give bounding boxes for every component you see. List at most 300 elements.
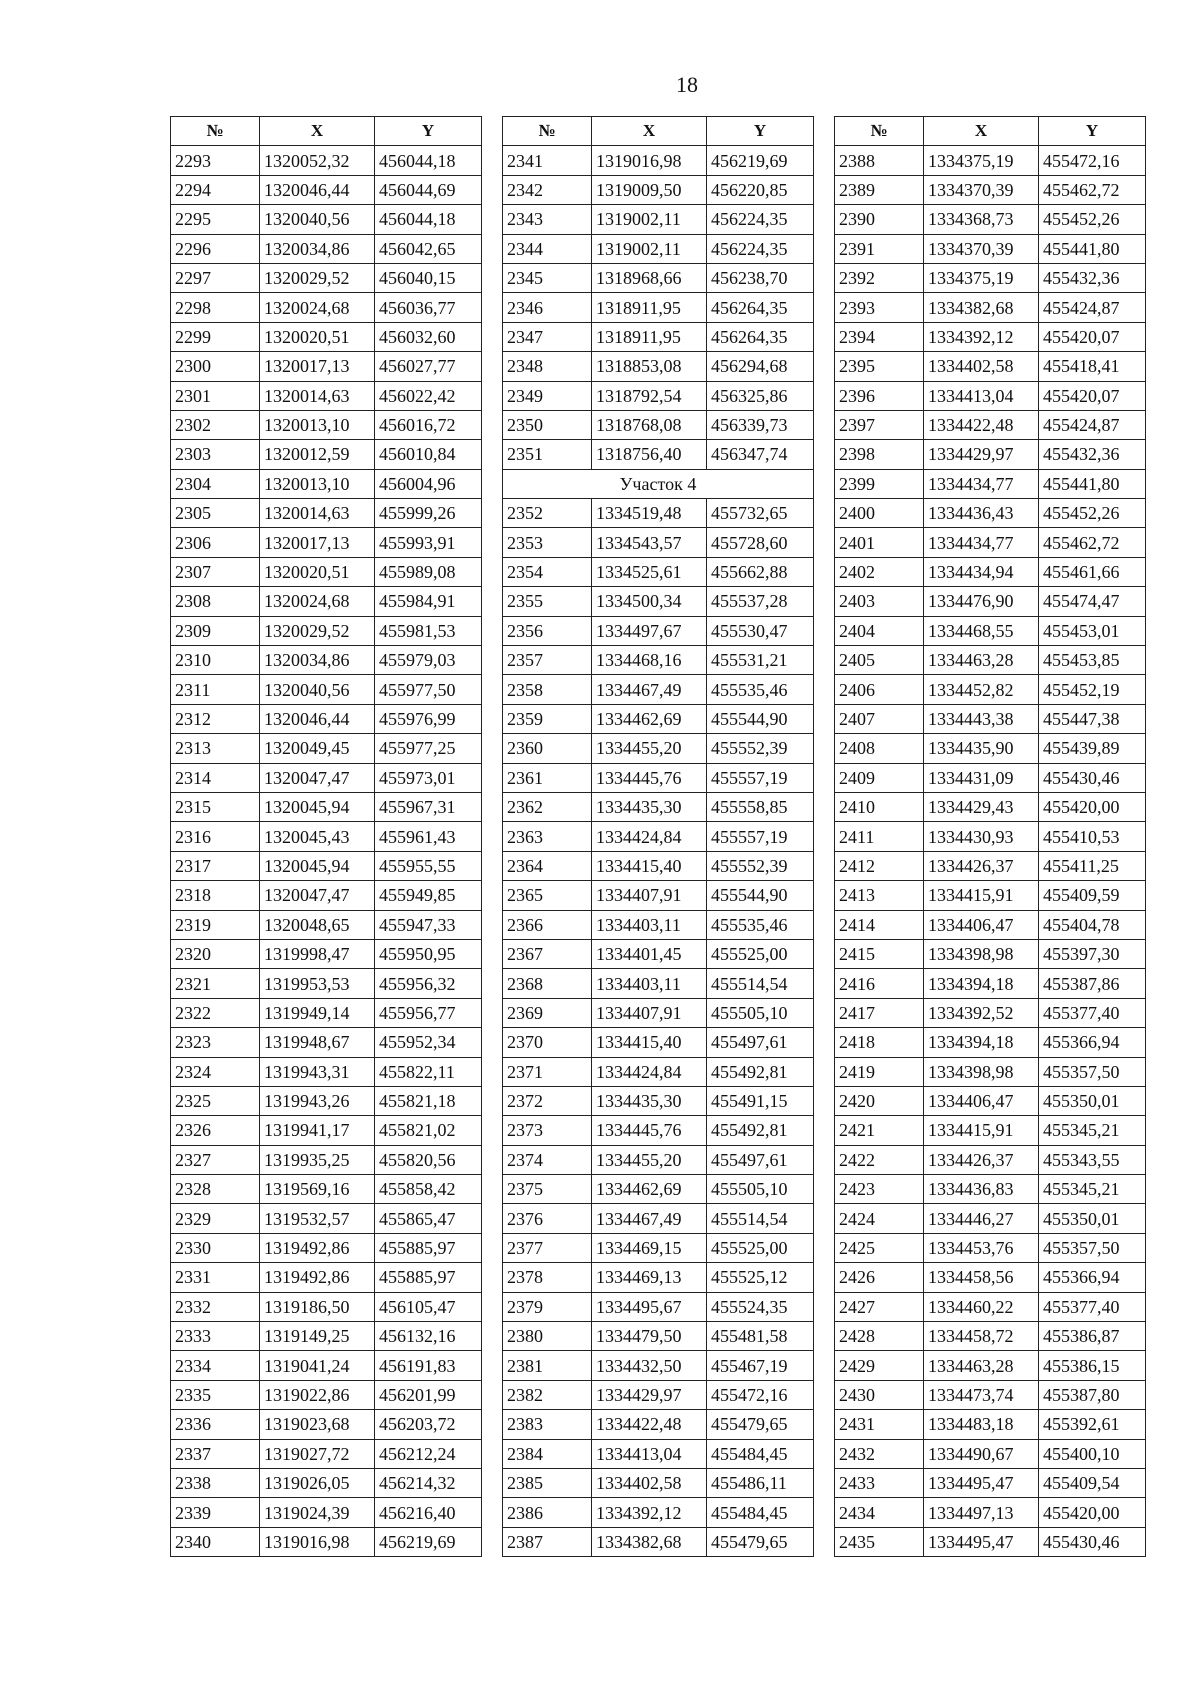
coordinate-y-cell: 456216,40 [375, 1498, 482, 1527]
point-number-cell: 2315 [171, 792, 260, 821]
coordinate-x-cell: 1319026,05 [260, 1468, 375, 1497]
table-row [835, 381, 1146, 410]
table-row [835, 352, 1146, 381]
table-row [171, 822, 482, 851]
point-number-cell: 2343 [503, 205, 592, 234]
coordinate-y-cell: 455484,45 [707, 1498, 814, 1527]
table-row [503, 1233, 814, 1262]
point-number-cell: 2435 [835, 1527, 924, 1556]
coordinate-x-cell: 1334467,49 [592, 1204, 707, 1233]
coordinate-x-cell: 1334407,91 [592, 881, 707, 910]
coordinate-y-cell: 455950,95 [375, 939, 482, 968]
coordinate-x-cell: 1334435,30 [592, 1086, 707, 1115]
table-row [503, 969, 814, 998]
table-row [171, 1145, 482, 1174]
coordinate-x-cell: 1334463,28 [924, 646, 1039, 675]
coordinate-y-cell: 455462,72 [1039, 175, 1146, 204]
point-number-cell: 2357 [503, 646, 592, 675]
coordinate-y-cell: 455514,54 [707, 969, 814, 998]
table-row [503, 1028, 814, 1057]
table-row [835, 1410, 1146, 1439]
coordinate-x-cell: 1318792,54 [592, 381, 707, 410]
coordinate-x-cell: 1334413,04 [924, 381, 1039, 410]
point-number-cell: 2393 [835, 293, 924, 322]
table-row [171, 352, 482, 381]
coordinate-x-cell: 1334382,68 [592, 1527, 707, 1556]
coordinate-x-cell: 1318756,40 [592, 440, 707, 469]
coordinate-x-cell: 1320040,56 [260, 675, 375, 704]
table-row [503, 1263, 814, 1292]
coordinate-y-cell: 455492,81 [707, 1057, 814, 1086]
coordinate-x-cell: 1319024,39 [260, 1498, 375, 1527]
point-number-cell: 2421 [835, 1116, 924, 1145]
point-number-cell: 2323 [171, 1028, 260, 1057]
coordinate-x-cell: 1334434,77 [924, 528, 1039, 557]
coordinate-y-cell: 455820,56 [375, 1145, 482, 1174]
point-number-cell: 2409 [835, 763, 924, 792]
table-row [171, 1498, 482, 1527]
point-number-cell: 2318 [171, 881, 260, 910]
coordinate-x-cell: 1334398,98 [924, 939, 1039, 968]
table-row [835, 675, 1146, 704]
point-number-cell: 2371 [503, 1057, 592, 1086]
table-row [503, 675, 814, 704]
point-number-cell: 2376 [503, 1204, 592, 1233]
point-number-cell: 2375 [503, 1175, 592, 1204]
point-number-cell: 2423 [835, 1175, 924, 1204]
coordinate-x-cell: 1320045,43 [260, 822, 375, 851]
coordinate-x-cell: 1334403,11 [592, 969, 707, 998]
coordinate-x-cell: 1320045,94 [260, 851, 375, 880]
table-row [835, 587, 1146, 616]
section-row [503, 469, 814, 498]
coordinate-x-cell: 1320046,44 [260, 704, 375, 733]
table-row [171, 1527, 482, 1556]
coordinate-y-cell: 455430,46 [1039, 1527, 1146, 1556]
coordinate-y-cell: 455424,87 [1039, 410, 1146, 439]
point-number-cell: 2295 [171, 205, 260, 234]
coordinate-y-cell: 456010,84 [375, 440, 482, 469]
coordinate-y-cell: 456016,72 [375, 410, 482, 439]
table-row [503, 1145, 814, 1174]
table-row [503, 1439, 814, 1468]
coordinate-x-cell: 1320013,10 [260, 469, 375, 498]
coordinate-y-cell: 455479,65 [707, 1527, 814, 1556]
coordinate-x-cell: 1334463,28 [924, 1351, 1039, 1380]
point-number-cell: 2408 [835, 734, 924, 763]
coordinate-table-2 [502, 116, 814, 1557]
coordinate-y-cell: 456042,65 [375, 234, 482, 263]
coordinate-x-cell: 1334476,90 [924, 587, 1039, 616]
point-number-cell: 2395 [835, 352, 924, 381]
point-number-cell: 2310 [171, 646, 260, 675]
point-number-cell: 2374 [503, 1145, 592, 1174]
coordinate-x-cell: 1320017,13 [260, 352, 375, 381]
table-row [835, 1057, 1146, 1086]
coordinate-x-cell: 1319953,53 [260, 969, 375, 998]
table-row [503, 881, 814, 910]
table-row [835, 293, 1146, 322]
coordinate-y-cell: 455952,34 [375, 1028, 482, 1057]
table-row [835, 1439, 1146, 1468]
coordinate-y-cell: 455544,90 [707, 881, 814, 910]
point-number-cell: 2332 [171, 1292, 260, 1321]
point-number-cell: 2392 [835, 263, 924, 292]
table-row [835, 1116, 1146, 1145]
coordinate-y-cell: 456219,69 [707, 146, 814, 175]
coordinate-y-cell: 455357,50 [1039, 1057, 1146, 1086]
coordinate-y-cell: 455462,72 [1039, 528, 1146, 557]
coordinate-y-cell: 455497,61 [707, 1028, 814, 1057]
coordinate-x-cell: 1334479,50 [592, 1322, 707, 1351]
coordinate-x-cell: 1334497,13 [924, 1498, 1039, 1527]
table-row [171, 1263, 482, 1292]
table-row [835, 499, 1146, 528]
point-number-cell: 2399 [835, 469, 924, 498]
table-row [171, 263, 482, 292]
table-row [835, 1028, 1146, 1057]
coordinate-x-cell: 1334468,55 [924, 616, 1039, 645]
point-number-cell: 2373 [503, 1116, 592, 1145]
table-row [835, 1468, 1146, 1497]
table-row [503, 205, 814, 234]
coordinate-y-cell: 455411,25 [1039, 851, 1146, 880]
coordinate-x-cell: 1334469,13 [592, 1263, 707, 1292]
coordinate-x-cell: 1318911,95 [592, 293, 707, 322]
coordinate-x-cell: 1319948,67 [260, 1028, 375, 1057]
table-row [835, 469, 1146, 498]
point-number-cell: 2331 [171, 1263, 260, 1292]
table-row [171, 1116, 482, 1145]
table-row [171, 704, 482, 733]
table-row [503, 1204, 814, 1233]
point-number-cell: 2402 [835, 557, 924, 586]
coordinate-y-cell: 456224,35 [707, 205, 814, 234]
table-header-row [503, 117, 814, 146]
point-number-cell: 2352 [503, 499, 592, 528]
coordinate-x-cell: 1334426,37 [924, 1145, 1039, 1174]
table-row [503, 528, 814, 557]
table-row [171, 528, 482, 557]
table-row [503, 175, 814, 204]
coordinate-x-cell: 1334370,39 [924, 175, 1039, 204]
coordinate-x-cell: 1334415,40 [592, 851, 707, 880]
coordinate-y-cell: 455409,54 [1039, 1468, 1146, 1497]
table-row [835, 175, 1146, 204]
point-number-cell: 2335 [171, 1380, 260, 1409]
coordinate-y-cell: 455979,03 [375, 646, 482, 675]
coordinate-y-cell: 455552,39 [707, 851, 814, 880]
coordinate-x-cell: 1334543,57 [592, 528, 707, 557]
table-row [171, 587, 482, 616]
coordinate-x-cell: 1319943,31 [260, 1057, 375, 1086]
point-number-cell: 2426 [835, 1263, 924, 1292]
point-number-cell: 2345 [503, 263, 592, 292]
section-label: Участок 4 [503, 469, 814, 498]
point-number-cell: 2302 [171, 410, 260, 439]
coordinate-x-cell: 1334382,68 [924, 293, 1039, 322]
coordinate-y-cell: 455961,43 [375, 822, 482, 851]
table-row [835, 616, 1146, 645]
point-number-cell: 2385 [503, 1468, 592, 1497]
coordinate-y-cell: 455524,35 [707, 1292, 814, 1321]
table-row [503, 851, 814, 880]
table-row [503, 352, 814, 381]
coordinate-x-cell: 1334453,76 [924, 1233, 1039, 1262]
column-header-x: X [260, 117, 375, 146]
coordinate-x-cell: 1334446,27 [924, 1204, 1039, 1233]
coordinate-y-cell: 456224,35 [707, 234, 814, 263]
coordinate-x-cell: 1334415,40 [592, 1028, 707, 1057]
point-number-cell: 2328 [171, 1175, 260, 1204]
coordinate-x-cell: 1334392,12 [592, 1498, 707, 1527]
point-number-cell: 2305 [171, 499, 260, 528]
point-number-cell: 2413 [835, 881, 924, 910]
coordinate-x-cell: 1319569,16 [260, 1175, 375, 1204]
table-row [171, 1380, 482, 1409]
coordinate-y-cell: 455558,85 [707, 792, 814, 821]
table-row [835, 763, 1146, 792]
coordinate-y-cell: 455535,46 [707, 910, 814, 939]
coordinate-y-cell: 455452,26 [1039, 499, 1146, 528]
point-number-cell: 2420 [835, 1086, 924, 1115]
coordinate-y-cell: 455552,39 [707, 734, 814, 763]
point-number-cell: 2336 [171, 1410, 260, 1439]
coordinate-y-cell: 455505,10 [707, 998, 814, 1027]
coordinate-y-cell: 455400,10 [1039, 1439, 1146, 1468]
coordinate-x-cell: 1334455,20 [592, 734, 707, 763]
table-row [503, 499, 814, 528]
point-number-cell: 2389 [835, 175, 924, 204]
coordinate-y-cell: 455484,45 [707, 1439, 814, 1468]
table-row [503, 381, 814, 410]
table-row [171, 616, 482, 645]
table-row [503, 1116, 814, 1145]
coordinate-y-cell: 455505,10 [707, 1175, 814, 1204]
coordinate-y-cell: 455392,61 [1039, 1410, 1146, 1439]
table-row [503, 1292, 814, 1321]
coordinate-y-cell: 455439,89 [1039, 734, 1146, 763]
coordinate-y-cell: 455467,19 [707, 1351, 814, 1380]
coordinate-x-cell: 1334443,38 [924, 704, 1039, 733]
table-row [171, 763, 482, 792]
point-number-cell: 2301 [171, 381, 260, 410]
coordinate-x-cell: 1334406,47 [924, 1086, 1039, 1115]
coordinate-x-cell: 1334469,15 [592, 1233, 707, 1262]
point-number-cell: 2361 [503, 763, 592, 792]
table-row [171, 175, 482, 204]
table-row [503, 146, 814, 175]
coordinate-x-cell: 1334394,18 [924, 969, 1039, 998]
point-number-cell: 2396 [835, 381, 924, 410]
table-row [503, 998, 814, 1027]
point-number-cell: 2314 [171, 763, 260, 792]
table-row [503, 1468, 814, 1497]
table-row [835, 440, 1146, 469]
coordinate-x-cell: 1334460,22 [924, 1292, 1039, 1321]
table-row [503, 1527, 814, 1556]
point-number-cell: 2366 [503, 910, 592, 939]
coordinate-y-cell: 455424,87 [1039, 293, 1146, 322]
table-row [171, 1351, 482, 1380]
point-number-cell: 2297 [171, 263, 260, 292]
point-number-cell: 2299 [171, 322, 260, 351]
point-number-cell: 2321 [171, 969, 260, 998]
coordinate-x-cell: 1334452,82 [924, 675, 1039, 704]
point-number-cell: 2394 [835, 322, 924, 351]
coordinate-x-cell: 1334398,98 [924, 1057, 1039, 1086]
coordinate-y-cell: 455956,77 [375, 998, 482, 1027]
coordinate-y-cell: 456347,74 [707, 440, 814, 469]
coordinate-y-cell: 456212,24 [375, 1439, 482, 1468]
table-row [171, 499, 482, 528]
table-header-row [171, 117, 482, 146]
coordinate-y-cell: 455404,78 [1039, 910, 1146, 939]
coordinate-x-cell: 1320034,86 [260, 646, 375, 675]
coordinate-x-cell: 1319943,26 [260, 1086, 375, 1115]
coordinate-y-cell: 456044,18 [375, 146, 482, 175]
table-row [835, 939, 1146, 968]
table-row [503, 704, 814, 733]
coordinate-y-cell: 455728,60 [707, 528, 814, 557]
column-header-x: X [592, 117, 707, 146]
table-row [835, 234, 1146, 263]
coordinate-x-cell: 1334467,49 [592, 675, 707, 704]
point-number-cell: 2333 [171, 1322, 260, 1351]
coordinate-x-cell: 1334370,39 [924, 234, 1039, 263]
coordinate-x-cell: 1319016,98 [260, 1527, 375, 1556]
coordinate-x-cell: 1334462,69 [592, 704, 707, 733]
coordinate-tables [170, 116, 1146, 1557]
coordinate-y-cell: 456294,68 [707, 352, 814, 381]
point-number-cell: 2380 [503, 1322, 592, 1351]
coordinate-y-cell: 455557,19 [707, 763, 814, 792]
point-number-cell: 2327 [171, 1145, 260, 1174]
point-number-cell: 2433 [835, 1468, 924, 1497]
point-number-cell: 2306 [171, 528, 260, 557]
coordinate-x-cell: 1320034,86 [260, 234, 375, 263]
table-row [835, 881, 1146, 910]
coordinate-x-cell: 1334497,67 [592, 616, 707, 645]
coordinate-x-cell: 1334375,19 [924, 263, 1039, 292]
coordinate-y-cell: 456264,35 [707, 293, 814, 322]
point-number-cell: 2293 [171, 146, 260, 175]
point-number-cell: 2362 [503, 792, 592, 821]
coordinate-y-cell: 455949,85 [375, 881, 482, 910]
point-number-cell: 2405 [835, 646, 924, 675]
coordinate-y-cell: 456201,99 [375, 1380, 482, 1409]
table-row [503, 792, 814, 821]
coordinate-y-cell: 455479,65 [707, 1410, 814, 1439]
point-number-cell: 2363 [503, 822, 592, 851]
page-number: 18 [676, 72, 698, 97]
coordinate-x-cell: 1318968,66 [592, 263, 707, 292]
point-number-cell: 2425 [835, 1233, 924, 1262]
table-row [171, 881, 482, 910]
coordinate-x-cell: 1334375,19 [924, 146, 1039, 175]
table-row [835, 1498, 1146, 1527]
table-row [835, 263, 1146, 292]
coordinate-y-cell: 456219,69 [375, 1527, 482, 1556]
table-row [171, 381, 482, 410]
table-row [503, 1498, 814, 1527]
column-header-x: X [924, 117, 1039, 146]
point-number-cell: 2353 [503, 528, 592, 557]
point-number-cell: 2364 [503, 851, 592, 880]
coordinate-y-cell: 455474,47 [1039, 587, 1146, 616]
coordinate-x-cell: 1334415,91 [924, 881, 1039, 910]
coordinate-x-cell: 1334435,30 [592, 792, 707, 821]
coordinate-y-cell: 455453,85 [1039, 646, 1146, 675]
coordinate-x-cell: 1334490,67 [924, 1439, 1039, 1468]
column-header-number: № [835, 117, 924, 146]
coordinate-x-cell: 1334413,04 [592, 1439, 707, 1468]
point-number-cell: 2311 [171, 675, 260, 704]
point-number-cell: 2316 [171, 822, 260, 851]
coordinate-y-cell: 455350,01 [1039, 1204, 1146, 1233]
coordinate-y-cell: 455967,31 [375, 792, 482, 821]
table-row [503, 616, 814, 645]
coordinate-x-cell: 1334431,09 [924, 763, 1039, 792]
coordinate-y-cell: 455989,08 [375, 557, 482, 586]
table-row [503, 322, 814, 351]
coordinate-y-cell: 456339,73 [707, 410, 814, 439]
point-number-cell: 2403 [835, 587, 924, 616]
point-number-cell: 2348 [503, 352, 592, 381]
coordinate-y-cell: 455821,02 [375, 1116, 482, 1145]
table-row [835, 704, 1146, 733]
coordinate-x-cell: 1334462,69 [592, 1175, 707, 1204]
coordinate-x-cell: 1334445,76 [592, 1116, 707, 1145]
table-row [171, 1410, 482, 1439]
table-row [171, 410, 482, 439]
coordinate-x-cell: 1334436,43 [924, 499, 1039, 528]
coordinate-y-cell: 455732,65 [707, 499, 814, 528]
coordinate-x-cell: 1320024,68 [260, 293, 375, 322]
coordinate-x-cell: 1320045,94 [260, 792, 375, 821]
point-number-cell: 2359 [503, 704, 592, 733]
coordinate-x-cell: 1320047,47 [260, 763, 375, 792]
table-row [835, 910, 1146, 939]
coordinate-x-cell: 1319492,86 [260, 1233, 375, 1262]
coordinate-y-cell: 455386,15 [1039, 1351, 1146, 1380]
coordinate-x-cell: 1334429,43 [924, 792, 1039, 821]
table-row [503, 1351, 814, 1380]
table-row [835, 1233, 1146, 1262]
coordinate-x-cell: 1320013,10 [260, 410, 375, 439]
coordinate-x-cell: 1319022,86 [260, 1380, 375, 1409]
point-number-cell: 2411 [835, 822, 924, 851]
point-number-cell: 2404 [835, 616, 924, 645]
table-row [835, 1351, 1146, 1380]
table-row [171, 939, 482, 968]
table-row [171, 234, 482, 263]
coordinate-x-cell: 1320029,52 [260, 263, 375, 292]
coordinate-y-cell: 455557,19 [707, 822, 814, 851]
table-row [171, 1028, 482, 1057]
coordinate-table-1 [170, 116, 482, 1557]
coordinate-y-cell: 455441,80 [1039, 469, 1146, 498]
table-row [171, 1175, 482, 1204]
coordinate-x-cell: 1320047,47 [260, 881, 375, 910]
coordinate-y-cell: 455461,66 [1039, 557, 1146, 586]
point-number-cell: 2377 [503, 1233, 592, 1262]
point-number-cell: 2309 [171, 616, 260, 645]
coordinate-x-cell: 1320014,63 [260, 499, 375, 528]
coordinate-x-cell: 1334495,67 [592, 1292, 707, 1321]
coordinate-y-cell: 455955,55 [375, 851, 482, 880]
point-number-cell: 2317 [171, 851, 260, 880]
